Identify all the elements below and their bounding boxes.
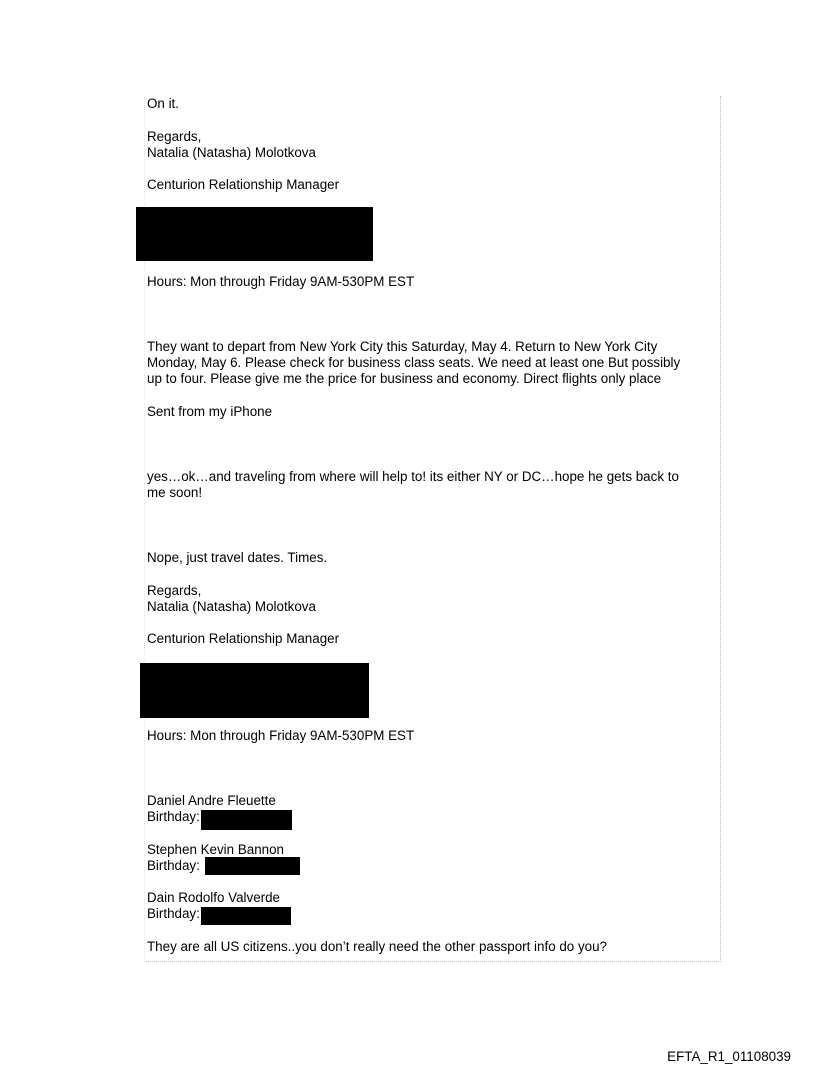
msg2-line-1: They want to depart from New York City this Saturday, May 4. Return to New York City [147, 339, 658, 354]
msg2-line-2: Monday, May 6. Please check for business class seats. We need at least one But possibly [147, 355, 681, 370]
redaction-block [136, 207, 373, 261]
document-id: EFTA_R1_01108039 [667, 1049, 791, 1064]
redaction-block [205, 857, 300, 875]
msg4-hours: Hours: Mon through Friday 9AM-530PM EST [147, 728, 415, 743]
msg4-sender-title: Centurion Relationship Manager [147, 631, 340, 646]
msg2-line-3: up to four. Please give me the price for business and economy. Direct flights only place [147, 371, 662, 386]
msg1-sender-name: Natalia (Natasha) Molotkova [147, 145, 316, 160]
person-1-birthday-label: Birthday: [147, 809, 200, 824]
msg5-closing: They are all US citizens..you don’t really need the other passport info do you? [147, 939, 608, 954]
msg4-body: Nope, just travel dates. Times. [147, 550, 328, 565]
person-3-name: Dain Rodolfo Valverde [147, 890, 280, 905]
msg4-regards: Regards, [147, 583, 202, 598]
person-1-name: Daniel Andre Fleuette [147, 793, 276, 808]
msg1-hours: Hours: Mon through Friday 9AM-530PM EST [147, 274, 415, 289]
msg3-line-1: yes…ok…and traveling from where will help to! its either NY or DC…hope he gets back to [147, 469, 679, 484]
redaction-block [201, 810, 292, 830]
person-2-name: Stephen Kevin Bannon [147, 842, 284, 857]
redaction-block [201, 907, 291, 925]
msg1-regards: Regards, [147, 129, 202, 144]
person-3-birthday-label: Birthday: [147, 906, 200, 921]
msg2-signature: Sent from my iPhone [147, 404, 273, 419]
msg1-body: On it. [147, 96, 179, 111]
msg4-sender-name: Natalia (Natasha) Molotkova [147, 599, 316, 614]
redaction-block [140, 663, 369, 718]
person-2-birthday-label: Birthday: [147, 858, 200, 873]
msg3-line-2: me soon! [147, 485, 203, 500]
msg1-sender-title: Centurion Relationship Manager [147, 177, 340, 192]
